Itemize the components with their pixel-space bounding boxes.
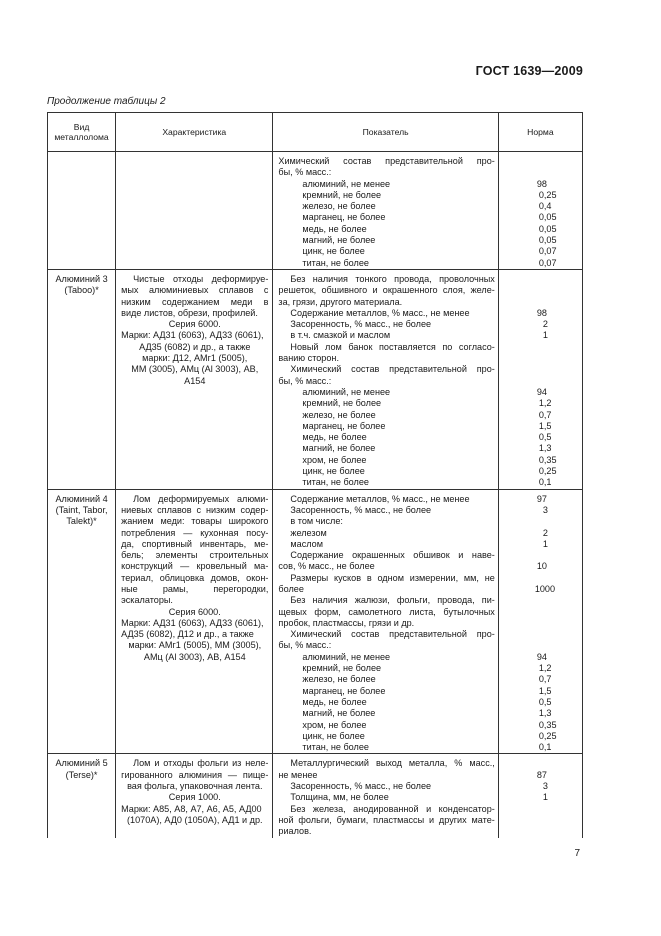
table-header-row	[48, 113, 583, 152]
indicator-line: медь, не более	[302, 223, 367, 234]
indicator-line: железом	[290, 527, 327, 538]
norm-value: 1	[542, 538, 548, 549]
characteristic-cell	[116, 754, 273, 838]
characteristic-line: Чистые отходы деформируе-	[133, 273, 269, 284]
characteristic-line: гированного алюминия — пище-	[121, 769, 269, 780]
table-row	[48, 489, 583, 754]
indicator-line: более	[278, 583, 304, 594]
indicator-line: кремний, не более	[302, 189, 382, 200]
norm-value	[499, 758, 582, 769]
norm-value: 1	[542, 792, 548, 803]
indicator-cell	[273, 152, 498, 270]
norm-value	[499, 353, 582, 364]
indicator-line: бы, % масс.:	[278, 167, 332, 178]
characteristic-line: (1070А), АД0 (1050А), АД1 и др.	[127, 814, 263, 825]
scrap-type-name: Алюминий 4	[55, 493, 108, 504]
scrap-type-cell	[48, 269, 116, 489]
indicator-line: магний, не более	[302, 443, 376, 454]
indicator-line: хром, не более	[302, 719, 367, 730]
indicator-line: бы, % масс.:	[278, 375, 332, 386]
norm-value: 97	[536, 493, 547, 504]
norm-cell	[498, 489, 582, 754]
norm-value: 1,2	[538, 663, 552, 674]
norm-value: 98	[536, 178, 547, 189]
norm-value: 0,1	[538, 742, 552, 753]
norm-value: 0,35	[538, 454, 557, 465]
indicator-line: титан, не более	[302, 742, 369, 753]
characteristic-line: вая фольга, упаковочная лента.	[127, 781, 263, 792]
norm-value: 0,05	[538, 235, 557, 246]
characteristic-cell	[116, 489, 273, 754]
indicator-cell	[273, 754, 498, 838]
indicator-line: риалов.	[278, 826, 312, 837]
norm-value: 0,05	[538, 212, 557, 223]
norm-value: 0,4	[538, 201, 552, 212]
norm-value: 1	[542, 330, 548, 341]
norm-value: 0,07	[538, 257, 557, 268]
norm-value: 87	[536, 769, 547, 780]
indicator-line: железо, не более	[302, 674, 376, 685]
indicator-line: титан, не более	[302, 477, 369, 488]
indicator-line: титан, не более	[302, 257, 369, 268]
table-row	[48, 269, 583, 489]
indicator-line: не менее	[278, 769, 318, 780]
indicator-line: бы, % масс.:	[278, 640, 332, 651]
norm-value	[499, 815, 582, 826]
indicator-line: Химический состав представительной про-	[278, 156, 495, 166]
indicator-line: Засоренность, % масс., не более	[290, 504, 432, 515]
indicator-line: марганец, не более	[302, 420, 386, 431]
indicator-cell	[273, 489, 498, 754]
norm-cell	[498, 269, 582, 489]
requirements-table	[47, 112, 583, 838]
norm-value: 0,25	[538, 189, 557, 200]
indicator-line: Без наличия тонкого провода, проволочных	[290, 273, 495, 284]
norm-value: 0,07	[538, 246, 557, 257]
header-scrap-type: Вид металлолома	[48, 113, 116, 152]
norm-value	[499, 804, 582, 815]
indicator-line: магний, не более	[302, 708, 376, 719]
indicator-line: Содержание окрашенных обшивок и наве-	[290, 550, 495, 561]
characteristic-line: А154	[184, 375, 206, 386]
norm-value: 0,7	[538, 674, 552, 685]
characteristic-line: Лом и отходы фольги из неле-	[133, 758, 269, 769]
scrap-type-cell	[48, 754, 116, 838]
norm-value	[499, 167, 582, 178]
indicator-line: щевых форм, самолетного листа, бутылочных	[278, 606, 495, 617]
characteristic-line: териал, облицовка домов, окон-	[121, 572, 269, 583]
characteristic-line: эскалаторы.	[121, 595, 173, 606]
scrap-type-name: Алюминий 3	[55, 273, 108, 284]
indicator-line: медь, не более	[302, 432, 367, 443]
indicator-line: Без железа, анодированной и конденсатор-	[290, 803, 495, 814]
characteristic-line: АМц (Al 3003), АВ, А154	[143, 651, 246, 662]
scrap-type-name: (Taint, Tabor,	[55, 504, 108, 515]
norm-cell	[498, 754, 582, 838]
norm-value	[499, 297, 582, 308]
indicator-line: Химический состав представительной про-	[290, 629, 495, 640]
characteristic-line: потребления — кухонная посу-	[121, 527, 269, 538]
indicator-line: алюминий, не менее	[302, 651, 391, 662]
indicator-line: Без наличия жалюзи, фольги, провода, пи-	[290, 595, 495, 606]
characteristic-line: марки: Д12, АМг1 (5005),	[142, 353, 248, 364]
characteristic-line: да, спортивный инвентарь, ме-	[121, 538, 269, 549]
norm-value	[499, 342, 582, 353]
norm-value: 0,5	[538, 432, 552, 443]
norm-value: 98	[536, 307, 547, 318]
norm-value	[499, 516, 582, 527]
indicator-line: цинк, не более	[302, 466, 365, 477]
indicator-line: Засоренность, % масс., не более	[290, 781, 432, 792]
norm-value: 1,3	[538, 443, 552, 454]
norm-value: 3	[542, 504, 548, 515]
indicator-line: ванию сторон.	[278, 353, 339, 364]
table-row	[48, 152, 583, 270]
norm-value: 0,25	[538, 730, 557, 741]
indicator-line: марганец, не более	[302, 685, 386, 696]
characteristic-line: ные рамы, перегородки,	[121, 583, 269, 594]
indicator-line: железо, не более	[302, 409, 376, 420]
characteristic-line: бель; элементы строительных	[121, 550, 269, 561]
indicator-line: хром, не более	[302, 454, 367, 465]
indicator-line: Химический состав представительной про-	[290, 364, 495, 375]
norm-value	[499, 640, 582, 651]
norm-value: 94	[536, 651, 547, 662]
norm-value	[499, 595, 582, 606]
norm-value: 0,7	[538, 409, 552, 420]
indicator-line: в том числе:	[290, 516, 343, 527]
norm-value: 0,1	[538, 477, 552, 488]
characteristic-line: АД35 (6082), Д12 и др., а также	[121, 629, 254, 640]
table-row	[48, 754, 583, 838]
standard-designation: ГОСТ 1639—2009	[475, 64, 583, 78]
indicator-line: Содержание металлов, % масс., не менее	[290, 493, 470, 504]
characteristic-line: ниевых сплавов с низким содер-	[121, 504, 269, 515]
indicator-line: железо, не более	[302, 201, 376, 212]
characteristic-line: виде листов, обрези, профилей.	[121, 307, 258, 318]
norm-value	[499, 376, 582, 387]
indicator-line: алюминий, не менее	[302, 386, 391, 397]
table-caption: Продолжение таблицы 2	[47, 96, 166, 107]
characteristic-line: мых алюминиевых сплавов с	[121, 285, 269, 296]
characteristic-line: ММ (3005), АМц (Al 3003), АВ,	[131, 364, 259, 375]
norm-value	[499, 156, 582, 167]
indicator-line: Размеры кусков в одном измерении, мм, не	[290, 572, 495, 583]
norm-value: 2	[542, 319, 548, 330]
indicator-line: решеток, обшивного и окрашенного слоя, желе-	[278, 285, 495, 296]
scrap-type-name: Алюминий 5	[55, 758, 108, 769]
norm-value	[499, 364, 582, 375]
indicator-line: марганец, не более	[302, 212, 386, 223]
norm-value: 3	[542, 781, 548, 792]
header-characteristic: Характеристика	[116, 113, 273, 152]
indicator-line: цинк, не более	[302, 730, 365, 741]
indicator-line: сов, % масс., не более	[278, 561, 375, 572]
indicator-line: алюминий, не менее	[302, 178, 391, 189]
characteristic-line: низким содержанием меди в	[121, 296, 269, 307]
characteristic-line: Марки: А85, А8, А7, А6, А5, АД00	[121, 803, 262, 814]
norm-value: 94	[536, 386, 547, 397]
scrap-type-name: Talekt)*	[66, 516, 97, 527]
indicator-line: Засоренность, % масс., не более	[290, 319, 432, 330]
characteristic-cell	[116, 152, 273, 270]
indicator-line: за, грязи, другого материала.	[278, 296, 403, 307]
indicator-line: ной фольги, бумаги, пластмассы и других мате-	[278, 814, 495, 825]
scrap-type-name: (Terse)*	[65, 769, 98, 780]
norm-value: 0,35	[538, 719, 557, 730]
norm-value	[499, 618, 582, 629]
header-norm: Норма	[498, 113, 582, 152]
norm-value: 1000	[534, 583, 556, 594]
norm-value	[499, 629, 582, 640]
characteristic-line: конструкций — кровельный ма-	[121, 561, 269, 572]
norm-value: 1,3	[538, 708, 552, 719]
indicator-line: Содержание металлов, % масс., не менее	[290, 307, 470, 318]
indicator-line: медь, не более	[302, 696, 367, 707]
norm-value: 0,05	[538, 223, 557, 234]
indicator-line: кремний, не более	[302, 663, 382, 674]
characteristic-line: Серия 6000.	[168, 606, 221, 617]
norm-value: 0,25	[538, 466, 557, 477]
characteristic-cell	[116, 269, 273, 489]
norm-value: 1,5	[538, 420, 552, 431]
scrap-type-cell	[48, 489, 116, 754]
indicator-line: Новый лом банок поставляется по согласо-	[290, 341, 495, 352]
indicator-line: магний, не более	[302, 235, 376, 246]
norm-value	[499, 274, 582, 285]
norm-value: 0,5	[538, 696, 552, 707]
indicator-line: кремний, не более	[302, 398, 382, 409]
indicator-line: маслом	[290, 538, 323, 549]
characteristic-line: Серия 1000.	[168, 792, 221, 803]
page-number: 7	[574, 848, 580, 859]
norm-cell	[498, 152, 582, 270]
indicator-line: цинк, не более	[302, 246, 365, 257]
characteristic-line: Серия 6000.	[168, 319, 221, 330]
norm-value: 1,2	[538, 398, 552, 409]
indicator-line: Металлургический выход металла, % масс.,	[290, 758, 495, 769]
characteristic-line: Лом деформируемых алюми-	[133, 493, 269, 504]
indicator-line: пробок, пластмассы, грязи и др.	[278, 617, 415, 628]
norm-value	[499, 285, 582, 296]
norm-value	[499, 607, 582, 618]
norm-value	[499, 573, 582, 584]
norm-value: 10	[536, 561, 547, 572]
characteristic-line: марки: АМг1 (5005), ММ (3005),	[128, 640, 262, 651]
characteristic-line: АД35 (6082) и др., а также	[139, 341, 251, 352]
norm-value	[499, 550, 582, 561]
indicator-cell	[273, 269, 498, 489]
characteristic-line: Марки: АД31 (6063), АД33 (6061),	[121, 617, 264, 628]
norm-value: 2	[542, 527, 548, 538]
indicator-line: в т.ч. смазкой и маслом	[290, 330, 391, 341]
characteristic-line: Марки: АД31 (6063), АД33 (6061),	[121, 330, 264, 341]
characteristic-line: жанием меди: товары широкого	[121, 516, 269, 527]
norm-value: 1,5	[538, 685, 552, 696]
scrap-type-cell	[48, 152, 116, 270]
norm-value	[499, 826, 582, 837]
indicator-line: Толщина, мм, не более	[290, 792, 389, 803]
header-indicator: Показатель	[273, 113, 498, 152]
scrap-type-name: (Taboo)*	[64, 285, 99, 296]
